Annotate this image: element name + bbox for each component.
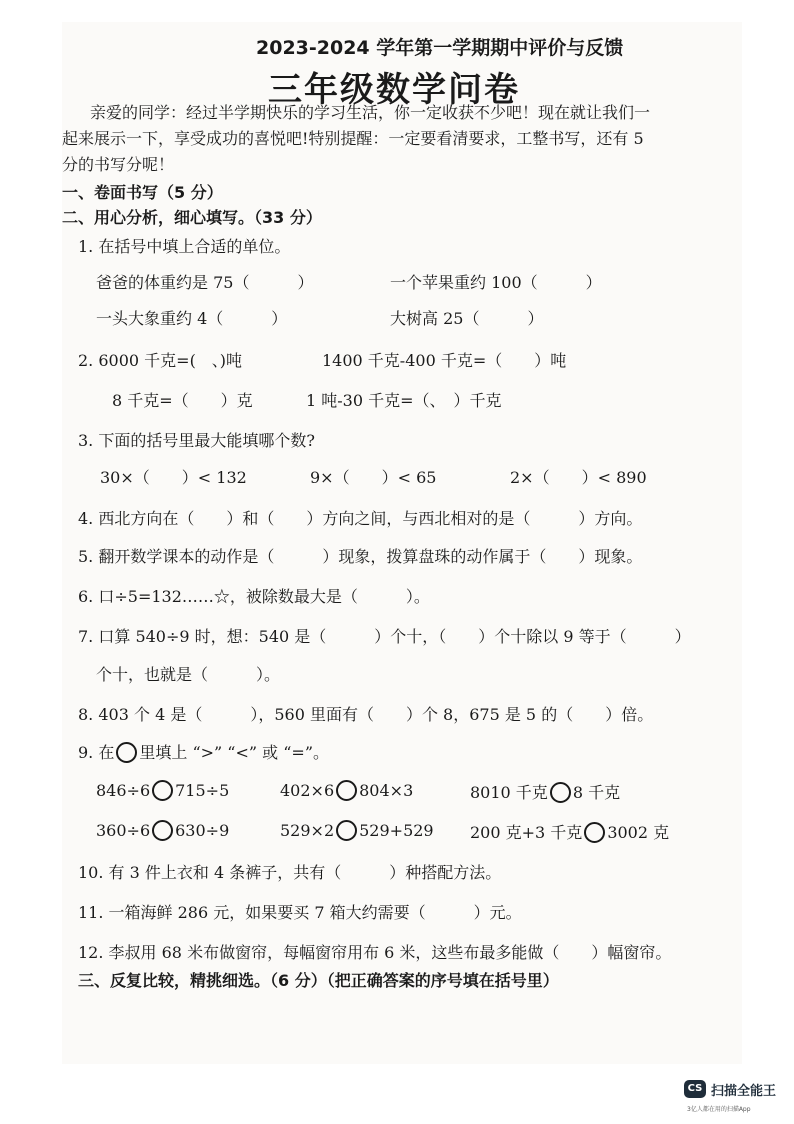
compare-right: 529+529 [359,821,434,840]
question-6: 6. 口÷5=132……☆，被除数最大是（ ）。 [78,587,430,606]
question-4: 4. 西北方向在（ ）和（ ）方向之间，与西北相对的是（ ）方向。 [78,509,643,528]
question-1a: 爸爸的体重约是 75（ ） [96,273,314,292]
question-3c: 2×（ ）< 890 [510,468,647,487]
question-1b: 一个苹果重约 100（ ） [390,273,602,292]
question-1d: 大树高 25（ ） [390,309,544,328]
compare-left: 8010 千克 [470,783,548,802]
question-1c: 一头大象重约 4（ ） [96,309,288,328]
answer-circle[interactable] [336,780,357,801]
exam-title: 三年级数学问卷 [268,70,520,110]
answer-circle[interactable] [152,820,173,841]
question-12: 12. 李叔用 68 米布做窗帘，每幅窗帘用布 6 米，这些布最多能做（ ）幅窗帘。 [78,943,672,962]
compare-right: 3002 克 [607,823,670,842]
question-2d: 1 吨-30 千克=（、 ）千克 [306,391,502,410]
intro-line-2: 起来展示一下，享受成功的喜悦吧!特别提醒：一定要看清要求，工整书写，还有 5 [62,129,644,148]
section-2-heading: 二、用心分析，细心填写。（33 分） [62,208,322,227]
compare-item [470,820,669,843]
answer-circle[interactable] [584,822,605,843]
question-2c: 8 千克=（ ）克 [112,391,253,410]
intro-line-1: 亲爱的同学：经过半学期快乐的学习生活，你一定收获不少吧！现在就让我们一 [90,103,651,122]
camscanner-logo-icon: CS [684,1080,706,1098]
compare-right: 804×3 [359,781,414,800]
question-9-stem [78,740,329,763]
question-8: 8. 403 个 4 是（ ），560 里面有（ ）个 8，675 是 5 的（ ）倍。 [78,705,654,724]
question-7-line-2: 个十，也就是（ ）。 [96,665,281,684]
section-3-heading: 三、反复比较，精挑细选。（6 分）（把正确答案的序号填在括号里） [78,971,559,990]
compare-left: 846÷6 [96,781,151,800]
answer-circle[interactable] [550,782,571,803]
exam-subtitle: 2023-2024 学年第一学期期中评价与反馈 [256,37,624,59]
question-9-stem-pre: 9. 在 [78,743,115,762]
answer-circle[interactable] [152,780,173,801]
question-3a: 30×（ ）< 132 [100,468,247,487]
question-11: 11. 一箱海鲜 286 元，如果要买 7 箱大约需要（ ）元。 [78,903,522,922]
compare-right: 8 千克 [572,783,621,802]
intro-line-3: 分的书写分呢！ [62,155,175,174]
scanner-watermark [684,1080,790,1120]
answer-circle[interactable] [336,820,357,841]
question-3b: 9×（ ）< 65 [310,468,437,487]
compare-item [96,820,229,841]
compare-right: 715÷5 [175,781,230,800]
compare-item [280,820,434,841]
compare-left: 360÷6 [96,821,151,840]
section-1-heading: 一、卷面书写（5 分） [62,183,223,202]
question-3-stem: 3. 下面的括号里最大能填哪个数? [78,431,315,450]
compare-item [96,780,229,801]
question-5: 5. 翻开数学课本的动作是（ ）现象，拨算盘珠的动作属于（ ）现象。 [78,547,643,566]
question-1-stem: 1. 在括号中填上合适的单位。 [78,237,291,256]
compare-item [280,780,413,801]
compare-left: 529×2 [280,821,335,840]
compare-right: 630÷9 [175,821,230,840]
compare-left: 402×6 [280,781,335,800]
compare-item [470,780,620,803]
question-2a: 2. 6000 千克=( 、)吨 [78,351,243,370]
scanner-tagline: 3亿人都在用的扫描App [687,1106,751,1113]
question-2b: 1400 千克-400 千克=（ ）吨 [322,351,567,370]
question-10: 10. 有 3 件上衣和 4 条裤子，共有（ ）种搭配方法。 [78,863,502,882]
question-9-stem-post: 里填上 “>” “<” 或 “=”。 [139,743,330,762]
compare-left: 200 克+3 千克 [470,823,583,842]
compare-circle-icon [116,742,137,763]
question-7-line-1: 7. 口算 540÷9 时，想：540 是（ ）个十，（ ）个十除以 9 等于（ ） [78,627,691,646]
scanner-brand-name: 扫描全能王 [711,1084,777,1099]
